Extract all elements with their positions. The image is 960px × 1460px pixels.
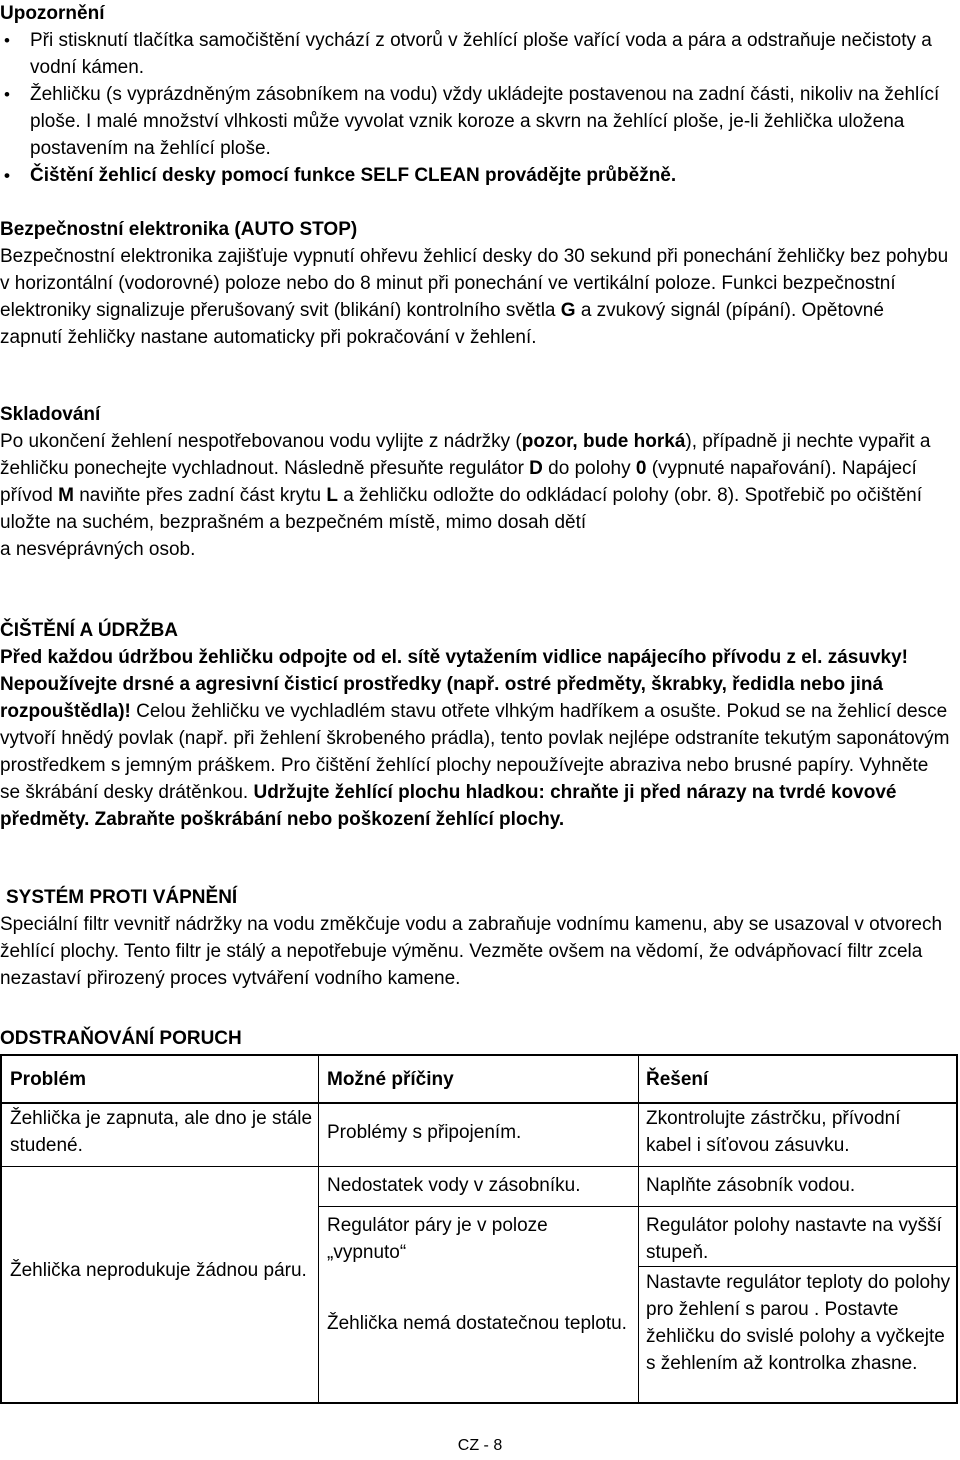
anti-limescale-section [6, 884, 956, 911]
header-solution: Řešení [646, 1069, 709, 1090]
warning-item-storage: • Žehličku (s vyprázdněným zásobníkem na vodu) vždy ukládejte postavenou na zadní části, nikoliv na žehlící ploše. I malé množství vlhkosti může vyvolat vznik koroze a skvrn na žehlící ploše, je-li žehlička uložena postavením na žehlící ploše. [0, 81, 950, 162]
storage-heading: Skladování [0, 404, 101, 425]
solution-set-steam-temperature: Nastavte regulátor teploty do polohy pro žehlení s parou . Postavte žehličku do svislé polohy a vyčkejte s žehlením až kontrolka zhasne. [646, 1272, 951, 1374]
warning-item-self-clean: • Při stisknutí tlačítka samočištění vychází z otvorů v žehlící ploše vařící voda a pára a odstraňuje nečistoty a vodní kámen. [0, 27, 950, 81]
autostop-heading: Bezpečnostní elektronika (AUTO STOP) [0, 219, 358, 240]
anti-limescale-heading: SYSTÉM PROTI VÁPNĚNÍ [6, 887, 238, 908]
maintenance-heading: ČIŠTĚNÍ A ÚDRŽBA [0, 620, 179, 641]
cause-connection: Problémy s připojením. [327, 1122, 522, 1143]
storage-text-end: a nesvéprávných osob. [0, 539, 196, 560]
warning-list [0, 27, 950, 189]
anti-limescale-body [0, 911, 950, 992]
solution-regulator-higher: Regulátor polohy nastavte na vyšší stupeň. [646, 1215, 942, 1263]
troubleshooting-heading: ODSTRAŇOVÁNÍ PORUCH [0, 1028, 242, 1049]
autostop-section [0, 216, 950, 351]
troubleshooting-table [0, 1054, 958, 1404]
troubleshooting-section [0, 1025, 950, 1052]
maintenance-text: Před každou údržbou žehličku odpojte od el. sítě vytažením vidlice napájecího přívodu z el. zásuvky! Nepoužívejte drsné a agresivní čisticí prostředky (např. ostré předměty, škrabky, ředidla nebo jiná rozpouštědla)! Celou žehličku ve vychladlém stavu otřete vlhkým hadříkem a osušte. Pokud se na žehlicí desce vytvoří hnědý povlak (např. při žehlení škrobeného prádla), tento povlak nejlépe odstraníte tekutým saponátovým prostředkem s jemným práškem. Pro čištění žehlící plochy nepoužívejte abraziva nebo brusné papíry. Vyhněte se škrábání desky drátěnkou. Udržujte žehlící plochu hladkou: chraňte ji před nárazy na tvrdé kovové předměty. Zabraňte poškrábání nebo poškození žehlící plochy. [0, 647, 950, 830]
problem-no-steam: Žehlička neprodukuje žádnou páru. [10, 1260, 307, 1281]
warning-section [0, 0, 950, 189]
maintenance-section [0, 617, 950, 833]
autostop-text: Bezpečnostní elektronika zajišťuje vypnutí ohřevu žehlicí desky do 30 sekund při ponechání žehličky bez pohybu v horizontální (vodorovné) poloze nebo do 8 minut při ponechání ve vertikální poloze. Funkci bezpečnostní elektroniky signalizuje přerušovaný svit (blikání) kontrolního světla G a zvukový signál (pípání). Opětovné zapnutí žehličky nastane automaticky při pokračování v žehlení. [0, 246, 949, 348]
anti-limescale-text: Speciální filtr vevnitř nádržky na vodu změkčuje vodu a zabraňuje vodnímu kamenu, aby se usazoval v otvorech žehlící plochy. Tento filtr je stálý a nepotřebuje výměnu. Vezměte ovšem na vědomí, že odvápňovací filtr zcela nezastaví přirozený proces vytváření vodního kamene. [0, 914, 943, 989]
header-causes: Možné příčiny [327, 1069, 454, 1090]
header-problem: Problém [10, 1069, 87, 1090]
problem-cold-sole: Žehlička je zapnuta, ale dno je stále studené. [10, 1108, 313, 1156]
cause-regulator-off: Regulátor páry je v poloze „vypnuto“ [327, 1215, 548, 1263]
warning-heading: Upozornění [0, 3, 105, 24]
storage-section [0, 401, 950, 563]
storage-text: Po ukončení žehlení nespotřebovanou vodu vylijte z nádržky (pozor, bude horká), případně ji nechte vypařit a žehličku ponechejte vychladnout. Následně přesuňte regulátor D do polohy 0 (vypnuté napařování). Napájecí přívod M naviňte přes zadní část krytu L a žehličku odložte do odkládací polohy (obr. 8). Spotřebič po očištění uložte na suchém, bezprašném a bezpečném místě, mimo dosah dětí [0, 431, 931, 533]
solution-fill-water: Naplňte zásobník vodou. [646, 1175, 856, 1196]
cause-low-temperature: Žehlička nemá dostatečnou teplotu. [327, 1313, 627, 1334]
cause-no-water: Nedostatek vody v zásobníku. [327, 1175, 581, 1196]
solution-check-plug: Zkontrolujte zástrčku, přívodní kabel i síťovou zásuvku. [646, 1108, 901, 1156]
warning-item-cleaning: • Čištění žehlicí desky pomocí funkce SELF CLEAN provádějte průběžně. [0, 162, 950, 189]
page-number: CZ - 8 [457, 1437, 503, 1454]
